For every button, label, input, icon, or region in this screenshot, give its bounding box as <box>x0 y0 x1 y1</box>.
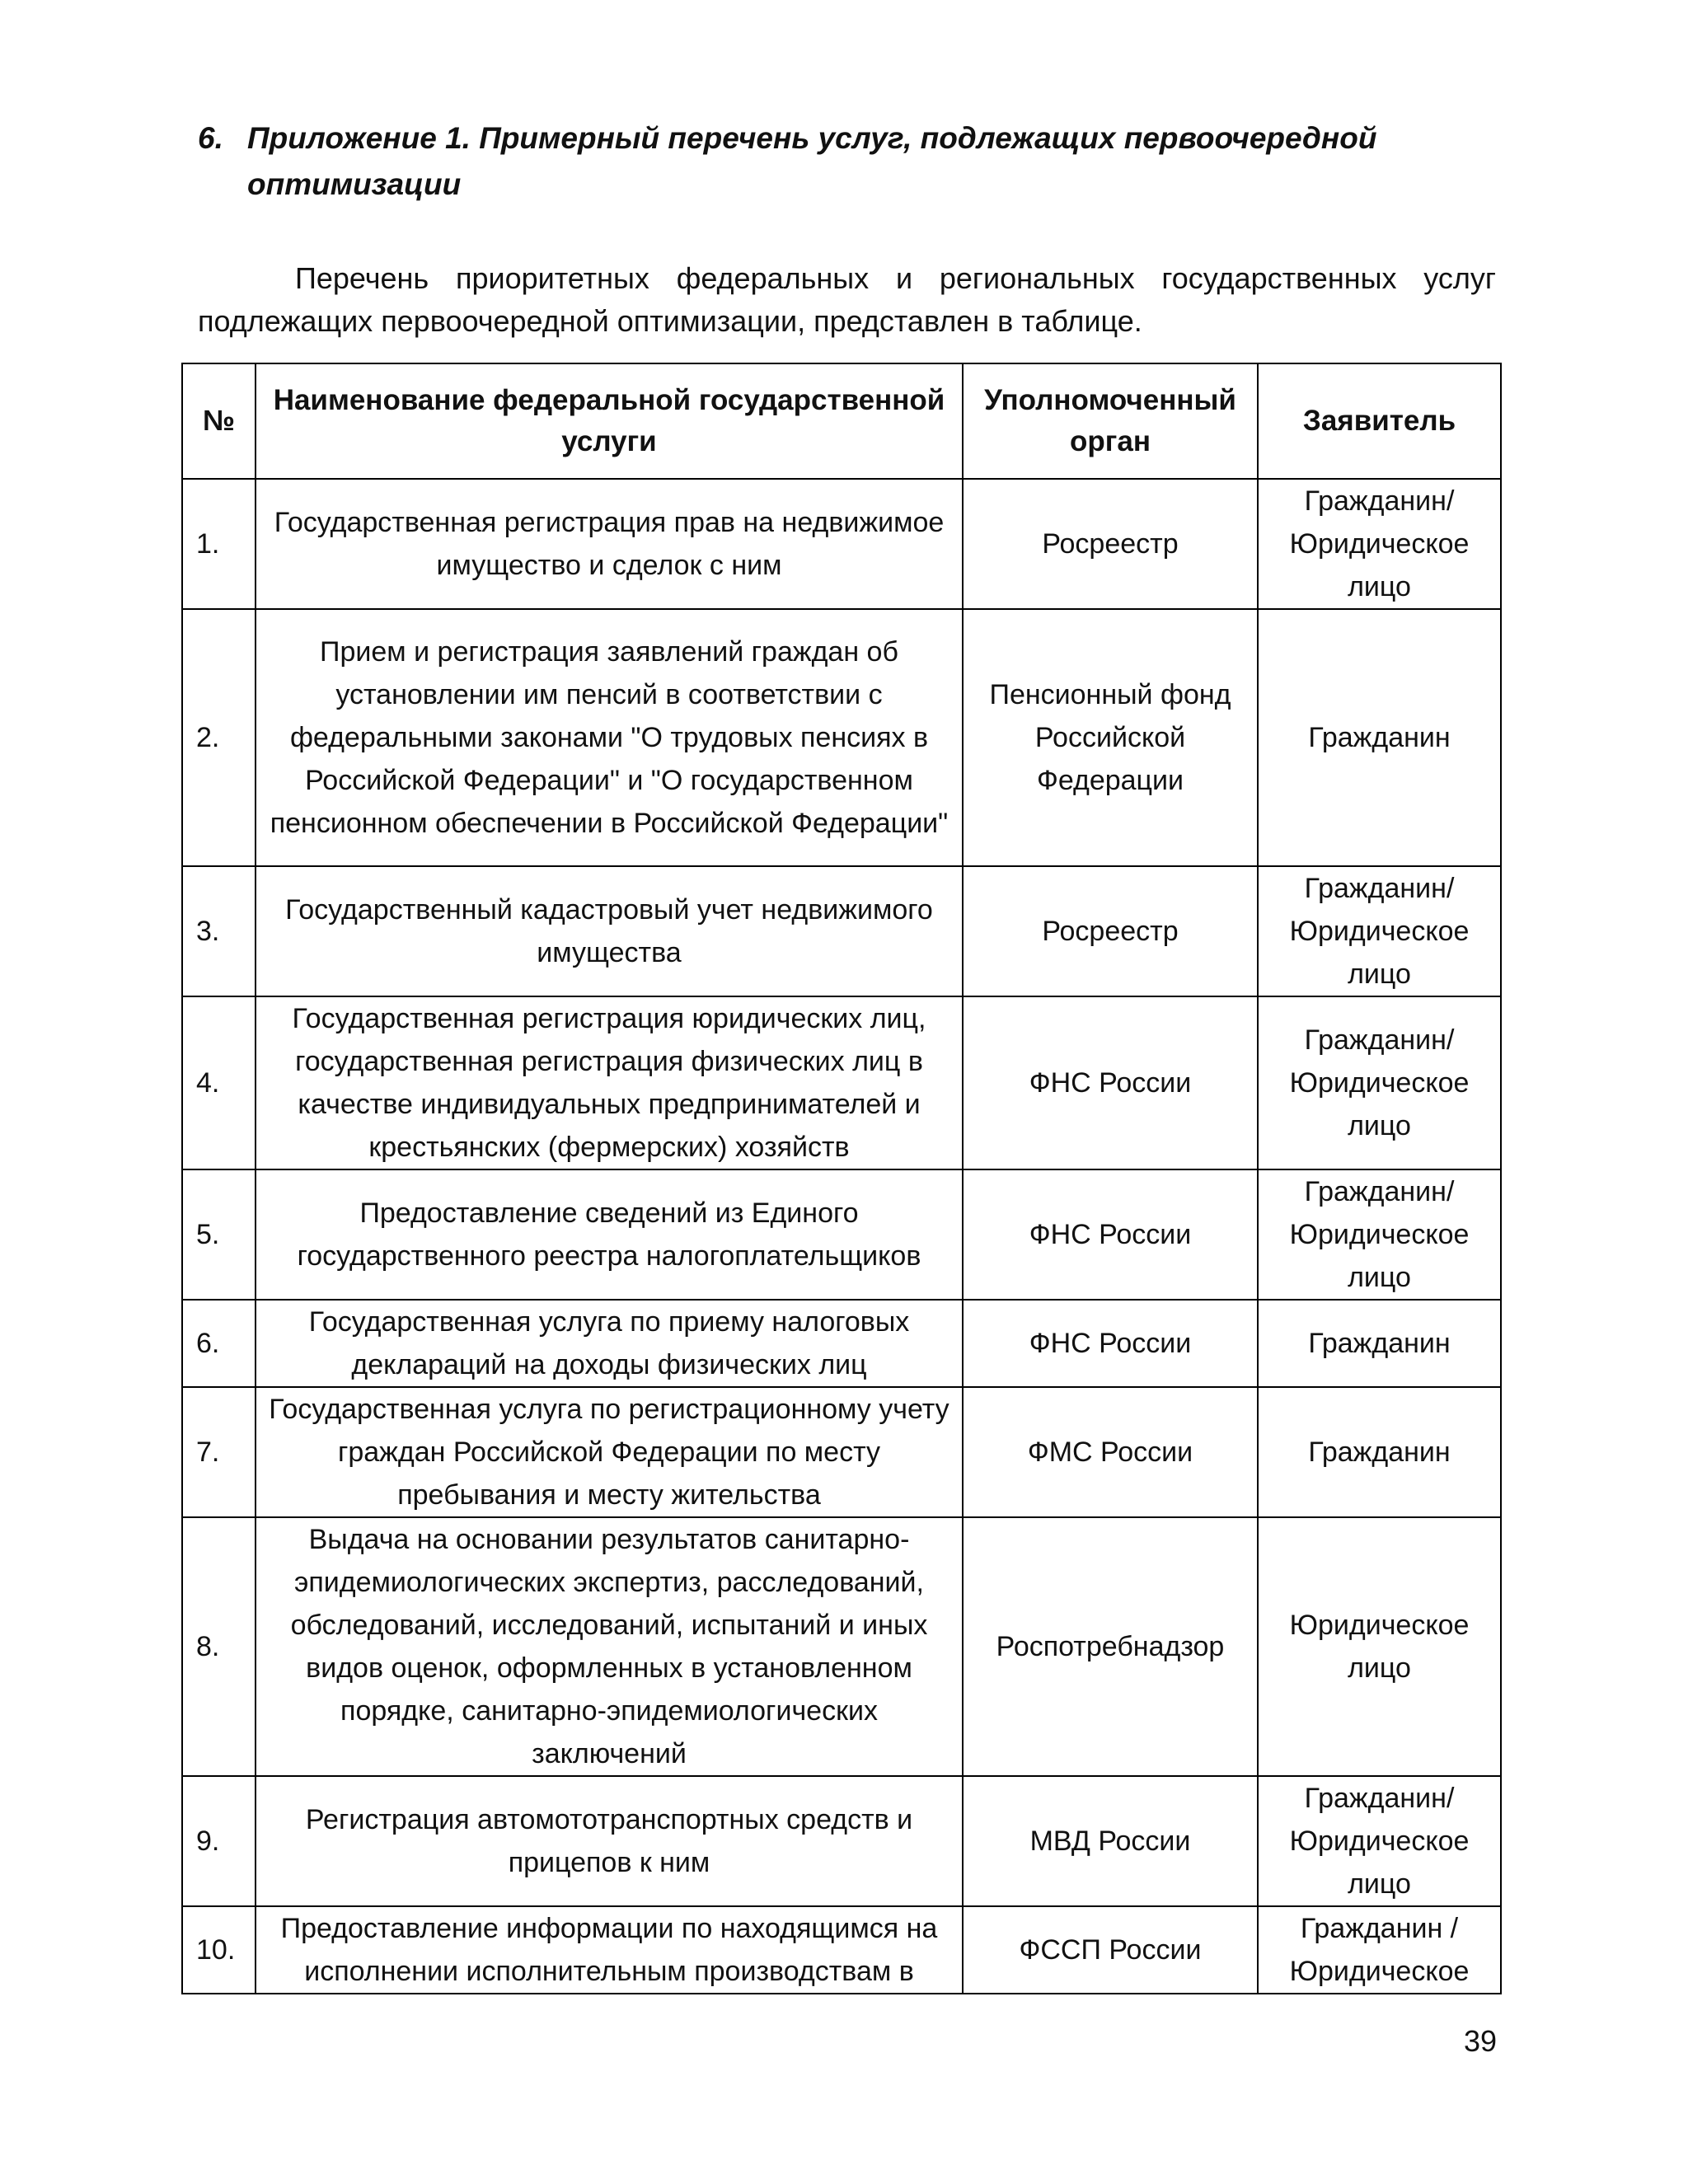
applicant: Юридическое лицо <box>1258 1517 1501 1776</box>
table-row <box>182 609 1501 866</box>
applicant: Гражданин/ Юридическое лицо <box>1258 479 1501 609</box>
authority: ФНС России <box>963 1300 1258 1387</box>
header-applicant: Заявитель <box>1258 363 1501 479</box>
authority: ФНС России <box>963 996 1258 1169</box>
row-number: 1. <box>182 479 256 609</box>
authority: МВД России <box>963 1776 1258 1906</box>
table-row <box>182 1517 1501 1776</box>
header-authority: Уполномоченный орган <box>963 363 1258 479</box>
row-number: 6. <box>182 1300 256 1387</box>
service-name: Государственная услуга по приему налоговых деклараций на доходы физических лиц <box>256 1300 963 1387</box>
table-row <box>182 1776 1501 1906</box>
authority: Роспотребнадзор <box>963 1517 1258 1776</box>
authority: ФМС России <box>963 1387 1258 1517</box>
service-name: Государственная регистрация прав на недвижимое имущество и сделок с ним <box>256 479 963 609</box>
service-name: Предоставление сведений из Единого государственного реестра налогоплательщиков <box>256 1169 963 1300</box>
section-number: 6. <box>198 121 223 155</box>
table-row <box>182 1387 1501 1517</box>
service-name: Государственная регистрация юридических лиц, государственная регистрация физических лиц в качестве индивидуальных предпринимателей и крестьянских (фермерских) хозяйств <box>256 996 963 1169</box>
row-number: 2. <box>182 609 256 866</box>
services-table <box>181 363 1502 1994</box>
intro-paragraph: Перечень приоритетных федеральных и региональных государственных услуг подлежащих первоочередной оптимизации, представлен в таблице. <box>198 261 1496 338</box>
authority: Росреестр <box>963 866 1258 996</box>
table-row <box>182 479 1501 609</box>
applicant: Гражданин <box>1258 609 1501 866</box>
section-title-line1: Приложение 1. Примерный перечень услуг, подлежащих первоочередной <box>247 121 1377 155</box>
header-service-name: Наименование федеральной государственной услуги <box>256 363 963 479</box>
row-number: 3. <box>182 866 256 996</box>
row-number: 8. <box>182 1517 256 1776</box>
table-row <box>182 1169 1501 1300</box>
page-number: 39 <box>1463 2024 1497 2058</box>
service-name: Регистрация автомототранспортных средств и прицепов к ним <box>256 1776 963 1906</box>
row-number: 4. <box>182 996 256 1169</box>
applicant: Гражданин/ Юридическое лицо <box>1258 866 1501 996</box>
applicant: Гражданин <box>1258 1300 1501 1387</box>
authority: Пенсионный фонд Российской Федерации <box>963 609 1258 866</box>
applicant: Гражданин/ Юридическое лицо <box>1258 1776 1501 1906</box>
authority: ФНС России <box>963 1169 1258 1300</box>
table-row <box>182 1906 1501 1994</box>
service-name: Предоставление информации по находящимся на исполнении исполнительным производствам в <box>256 1906 963 1994</box>
service-name: Государственная услуга по регистрационному учету граждан Российской Федерации по месту пребывания и месту жительства <box>256 1387 963 1517</box>
table-row <box>182 996 1501 1169</box>
table-header-row <box>182 363 1501 479</box>
applicant: Гражданин /Юридическое <box>1258 1906 1501 1994</box>
row-number: 7. <box>182 1387 256 1517</box>
row-number: 9. <box>182 1776 256 1906</box>
authority: Росреестр <box>963 479 1258 609</box>
table-row <box>182 866 1501 996</box>
row-number: 5. <box>182 1169 256 1300</box>
row-number: 10. <box>182 1906 256 1994</box>
table-row <box>182 1300 1501 1387</box>
applicant: Гражданин/ Юридическое лицо <box>1258 1169 1501 1300</box>
applicant: Гражданин <box>1258 1387 1501 1517</box>
authority: ФССП России <box>963 1906 1258 1994</box>
service-name: Государственный кадастровый учет недвижимого имущества <box>256 866 963 996</box>
service-name: Прием и регистрация заявлений граждан об установлении им пенсий в соответствии с федеральными законами "О трудовых пенсиях в Российской Федерации" и "О государственном пенсионном обеспечении в Российской Федерации" <box>256 609 963 866</box>
applicant: Гражданин/ Юридическое лицо <box>1258 996 1501 1169</box>
header-num: № <box>182 363 256 479</box>
service-name: Выдача на основании результатов санитарно-эпидемиологических экспертиз, расследований, обследований, исследований, испытаний и иных видов оценок, оформленных в установленном порядке, санитарно-эпидемиологических заключений <box>256 1517 963 1776</box>
section-heading <box>198 115 1517 208</box>
section-title-line2: оптимизации <box>247 167 462 201</box>
